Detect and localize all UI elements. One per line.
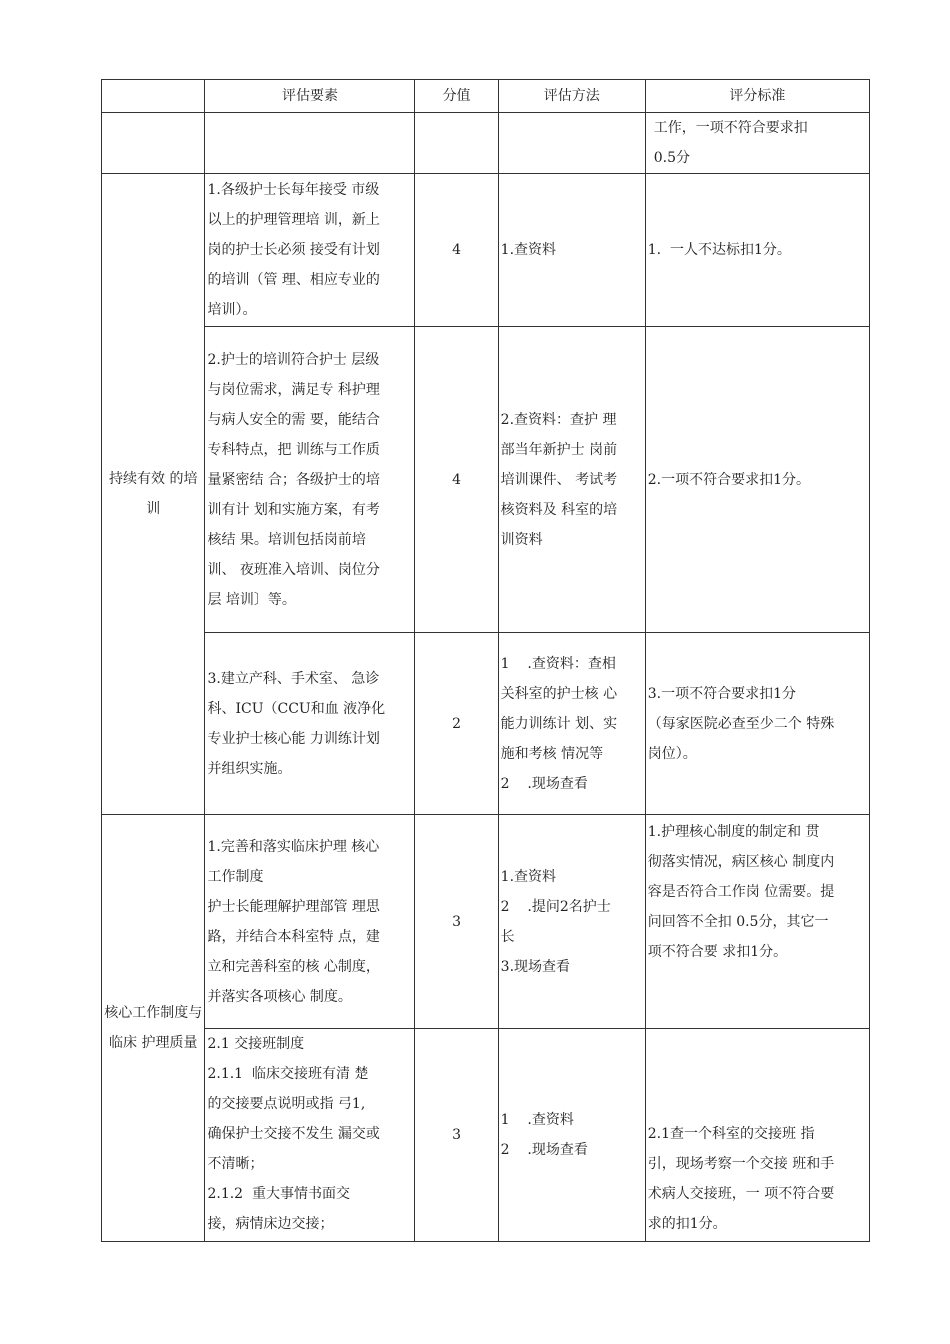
score-cell: 4 [415, 327, 498, 633]
element-cell [205, 815, 415, 1029]
element-line: 专科特点，把 训练与工作质 [207, 441, 380, 458]
criteria-line: （每家医院必查至少二个 特殊 [647, 715, 835, 732]
criteria-cell [645, 815, 869, 1029]
element-line: 专业护士核心能 力训练计划 [207, 730, 380, 747]
method-line: 2 .提问2名护士 [500, 898, 611, 915]
element-line: 工作制度 [207, 868, 264, 885]
method-line: 部当年新护士 岗前 [500, 441, 618, 458]
criteria-cell [645, 327, 869, 633]
element-line: 与岗位需求，满足专 科护理 [207, 381, 380, 398]
method-cell [498, 327, 645, 633]
element-line: 2.1.2 重大事情书面交 [207, 1186, 350, 1202]
cell-empty [102, 113, 205, 174]
criteria-line: 容是否符合工作岗 位需要。提 [647, 884, 835, 900]
criteria-line: 工作，一项不符合要求扣 [653, 120, 808, 136]
cell-empty [498, 113, 645, 174]
method-line: 1 .查资料：查相 [500, 655, 616, 672]
element-line: 护士长能理解护理部管 理思 [207, 898, 380, 915]
element-line: 3.建立产科、手术室、 急诊 [207, 670, 380, 687]
table-row [102, 815, 870, 1029]
method-line: 1.查资料 [500, 242, 557, 258]
element-line: 并组织实施。 [207, 760, 292, 777]
element-line: 立和完善科室的核 心制度， [207, 958, 380, 975]
element-line: 量紧密结 合；各级护士的培 [207, 471, 380, 488]
criteria-line: 岗位）。 [647, 745, 697, 762]
criteria-line: 2.一项不符合要求扣1分。 [647, 471, 811, 488]
header-cell-score: 分值 [415, 80, 498, 113]
method-line: 2 .现场查看 [500, 1142, 588, 1158]
score-cell: 4 [415, 174, 498, 327]
table-row [102, 633, 870, 815]
element-line: 不清晰； [207, 1156, 264, 1172]
table-row [102, 1029, 870, 1242]
element-line: 确保护士交接不发生 漏交或 [207, 1126, 380, 1142]
method-cell [498, 174, 645, 327]
header-row [102, 80, 870, 113]
criteria-line: 问回答不全扣 0.5分，其它一 [647, 914, 829, 930]
method-cell [498, 815, 645, 1029]
element-line: 以上的护理管理培 训，新上 [207, 212, 380, 228]
method-line: 核资料及 科室的培 [500, 501, 618, 518]
evaluation-table [101, 79, 870, 1242]
element-line: 科、ICU（CCU和血 液净化 [207, 700, 386, 717]
method-cell [498, 633, 645, 815]
criteria-cell [645, 633, 869, 815]
method-line: 1.查资料 [500, 868, 557, 885]
criteria-line: 引，现场考察一个交接 班和手 [647, 1156, 835, 1172]
criteria-cell [645, 1029, 869, 1242]
element-line: 1.完善和落实临床护理 核心 [207, 838, 380, 855]
criteria-line: 求的扣1分。 [647, 1216, 727, 1232]
table-row [102, 174, 870, 327]
element-line: 的交接要点说明或指 弓1, [207, 1096, 366, 1112]
header-cell-criteria: 评分标准 [645, 80, 869, 113]
criteria-line: 1.护理核心制度的制定和 贯 [647, 824, 820, 840]
method-line: 2 .现场查看 [500, 775, 588, 792]
element-cell [205, 327, 415, 633]
element-line: 岗的护士长必须 接受有计划 [207, 242, 380, 258]
score-cell: 2 [415, 633, 498, 815]
criteria-line: 术病人交接班，一 项不符合要 [647, 1186, 835, 1202]
element-line: 2.1.1 临床交接班有清 楚 [207, 1066, 369, 1082]
element-cell [205, 633, 415, 815]
method-cell [498, 1029, 645, 1242]
score-cell: 3 [415, 1029, 498, 1242]
criteria-line: 1. 一人不达标扣1分。 [647, 242, 791, 258]
method-line: 关科室的护士核 心 [500, 685, 618, 702]
element-cell [205, 1029, 415, 1242]
method-line: 3.现场查看 [500, 958, 571, 975]
element-line: 2.护士的培训符合护士 层级 [207, 351, 380, 368]
criteria-line: 2.1查一个科室的交接班 指 [647, 1126, 815, 1142]
criteria-line: 项不符合要 求扣1分。 [647, 944, 788, 960]
criteria-cell [645, 113, 869, 174]
element-line: 接，病情床边交接； [207, 1216, 334, 1232]
table-row-continuation [102, 113, 870, 174]
method-line: 训资料 [500, 531, 543, 548]
cell-empty [205, 113, 415, 174]
element-cell [205, 174, 415, 327]
method-line: 施和考核 情况等 [500, 745, 604, 762]
element-line: 并落实各项核心 制度。 [207, 988, 352, 1005]
element-line: 训有计 划和实施方案，有考 [207, 501, 380, 518]
element-line: 训、 夜班准入培训、岗位分 [207, 561, 380, 578]
element-line: 的培训（管 理、相应专业的 [207, 272, 380, 288]
element-line: 路，并结合本科室特 点，建 [207, 928, 380, 945]
header-cell-method: 评估方法 [498, 80, 645, 113]
element-line: 层 培训〕等。 [207, 591, 296, 608]
cell-empty [415, 113, 498, 174]
method-line: 长 [500, 928, 515, 945]
criteria-line: 0.5分 [653, 150, 691, 166]
category-cell: 核心工作制度与临床 护理质量 [102, 815, 205, 1242]
element-line: 与病人安全的需 要，能结合 [207, 411, 380, 428]
score-cell: 3 [415, 815, 498, 1029]
method-line: 1 .查资料 [500, 1112, 574, 1128]
category-cell: 持续有效 的培训 [102, 174, 205, 815]
method-line: 培训课件、 考试考 [500, 471, 618, 488]
criteria-line: 3.一项不符合要求扣1分 [647, 685, 797, 702]
header-cell-element: 评估要素 [205, 80, 415, 113]
criteria-line: 彻落实情况，病区核心 制度内 [647, 854, 835, 870]
criteria-cell [645, 174, 869, 327]
element-line: 1.各级护士长每年接受 市级 [207, 182, 380, 198]
element-line: 培训）。 [207, 302, 257, 318]
method-line: 2.查资料：查护 理 [500, 411, 617, 428]
element-line: 2.1 交接班制度 [207, 1036, 305, 1052]
element-line: 核结 果。培训包括岗前培 [207, 531, 366, 548]
method-line: 能力训练计 划、实 [500, 715, 618, 732]
table-row [102, 327, 870, 633]
header-cell-blank [102, 80, 205, 113]
